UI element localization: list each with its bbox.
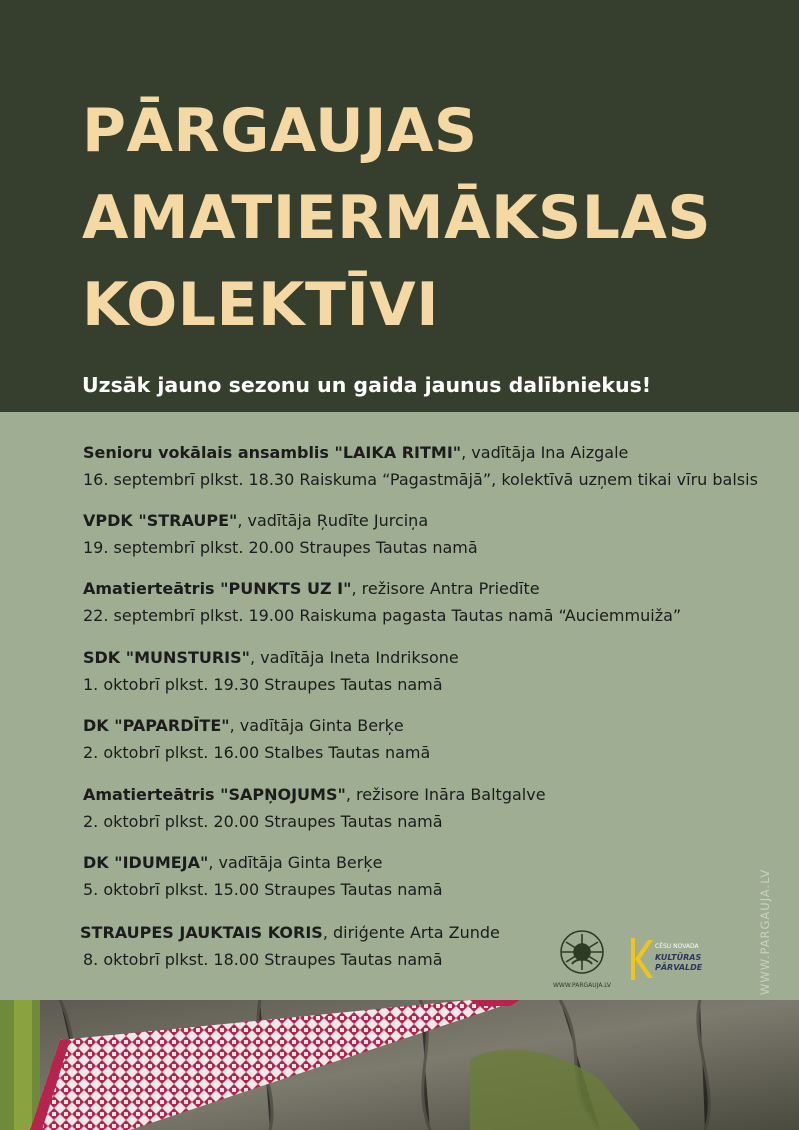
event-leader: , vadītāja Ŗudīte Jurciņa — [237, 511, 429, 530]
event-details: 2. oktobrī plkst. 16.00 Stalbes Tautas namā — [83, 743, 431, 762]
event-leader: , vadītāja Ginta Berķe — [229, 716, 404, 735]
event-name: Amatierteātris "SAPŅOJUMS" — [83, 785, 346, 804]
event-leader: , diriģente Arta Zunde — [322, 923, 500, 942]
event-name: Senioru vokālais ansamblis "LAIKA RITMI" — [83, 443, 462, 462]
event-item — [83, 849, 783, 903]
poster-title — [82, 88, 711, 349]
event-name: STRAUPES JAUKTAIS KORIS — [80, 923, 323, 942]
event-details: 8. oktobrī plkst. 18.00 Straupes Tautas namā — [83, 950, 443, 969]
kulturas-line-1: CĒSU NOVADA — [655, 943, 699, 950]
event-details: 5. oktobrī plkst. 15.00 Straupes Tautas namā — [83, 880, 443, 899]
kulturas-line-2: KULTŪRAS — [655, 953, 702, 962]
title-line-2: AMATIERMĀKSLAS — [82, 183, 712, 253]
event-leader: , vadītāja Ineta Indriksone — [249, 648, 459, 667]
event-name: VPDK "STRAUPE" — [83, 511, 238, 530]
events-panel — [0, 412, 799, 1002]
event-item — [83, 507, 783, 561]
bark-and-ribbon-image — [0, 1000, 799, 1130]
event-details: 19. septembrī plkst. 20.00 Straupes Tautas namā — [83, 538, 478, 557]
tree-bark-photo — [0, 1000, 799, 1130]
event-details: 2. oktobrī plkst. 20.00 Straupes Tautas namā — [83, 812, 443, 831]
event-details: 22. septembrī plkst. 19.00 Raiskuma pagasta Tautas namā “Auciemmuiža” — [83, 606, 682, 625]
event-item — [83, 712, 783, 766]
event-name: Amatierteātris "PUNKTS UZ I" — [83, 579, 352, 598]
title-line-3: KOLEKTĪVI — [82, 270, 440, 340]
event-leader: , vadītāja Ina Aizgale — [461, 443, 629, 462]
event-leader: , vadītāja Ginta Berķe — [208, 853, 383, 872]
event-item — [83, 439, 783, 493]
pargauja-logo-caption: WWW.PARGAUJA.LV — [552, 982, 612, 989]
k-letter-icon — [631, 938, 653, 980]
kulturas-parvalde-logo — [628, 934, 706, 984]
event-item — [83, 575, 783, 629]
event-item — [83, 781, 783, 835]
event-name: SDK "MUNSTURIS" — [83, 648, 250, 667]
event-name: DK "PAPARDĪTE" — [83, 716, 230, 735]
event-leader: , režisore Ināra Baltgalve — [345, 785, 546, 804]
poster-subtitle: Uzsāk jauno sezonu un gaida jaunus dalībniekus! — [82, 373, 652, 397]
event-details: 1. oktobrī plkst. 19.30 Straupes Tautas namā — [83, 675, 443, 694]
side-website-url: WWW.PARGAUJA.LV — [758, 868, 772, 995]
title-line-1: PĀRGAUJAS — [82, 96, 478, 166]
pargauja-emblem-icon — [561, 931, 603, 973]
kulturas-line-3: PĀRVALDE — [655, 963, 703, 972]
event-leader: , režisore Antra Priedīte — [351, 579, 540, 598]
event-name: DK "IDUMEJA" — [83, 853, 209, 872]
event-item — [83, 644, 783, 698]
event-details: 16. septembrī plkst. 18.30 Raiskuma “Pagastmājā”, kolektīvā uzņem tikai vīru balsis — [83, 470, 758, 489]
pargauja-logo — [548, 928, 616, 992]
